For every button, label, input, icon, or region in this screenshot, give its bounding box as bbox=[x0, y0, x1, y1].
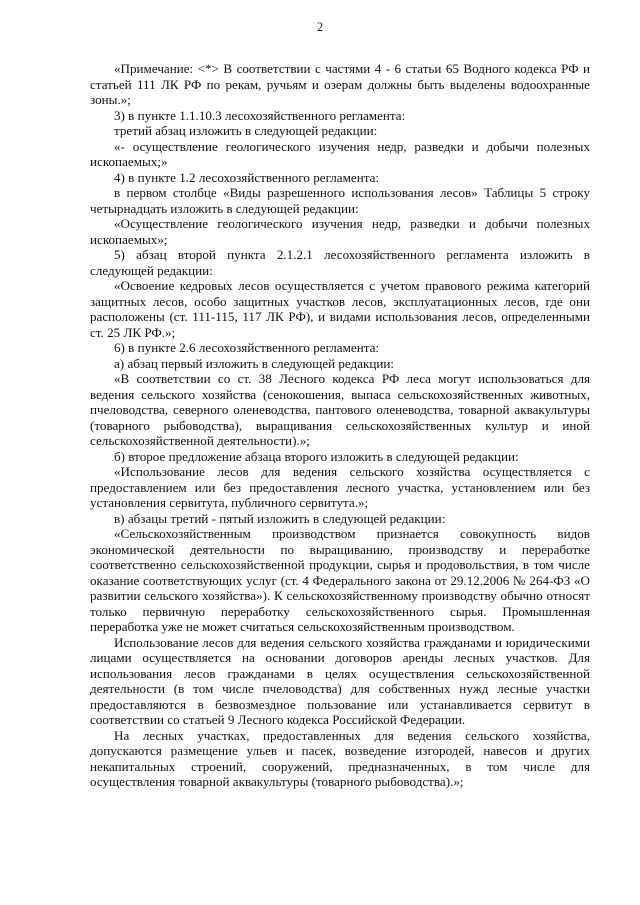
paragraph-quote: «Использование лесов для ведения сельского хозяйства осуществляется с предоставлением или без предоставления лесного участка, установлением или без установления сервитута, публичного сервитута.»; bbox=[90, 464, 590, 510]
paragraph-item-6: 6) в пункте 2.6 лесохозяйственного регламента: bbox=[114, 340, 380, 355]
paragraph-instruction: третий абзац изложить в следующей редакции: bbox=[114, 123, 378, 138]
paragraph-item-3: 3) в пункте 1.1.10.3 лесохозяйственного регламента: bbox=[114, 107, 406, 123]
paragraph-subitem-a: а) абзац первый изложить в следующей редакции: bbox=[114, 355, 395, 371]
paragraph-note: «Примечание: <*> В соответствии с частями 4 - 6 статьи 65 Водного кодекса РФ и статьей 111 ЛК РФ по рекам, ручьям и озерам должны быть выделены водоохранные зоны.»; bbox=[90, 61, 590, 107]
document-body bbox=[90, 61, 590, 790]
paragraph-quote: «Осуществление геологического изучения недр, разведки и добычи полезных ископаемых»; bbox=[90, 216, 590, 247]
paragraph-quote: «В соответствии со ст. 38 Лесного кодекса РФ леса могут использоваться для ведения сельского хозяйства (сенокошения, выпаса сельскохозяйственных животных, пчеловодства, северного оленеводства, пантового оленеводства, товарной аквакультуры (товарного рыбоводства), выращивания сельскохозяйственных культур и иной сельскохозяйственной деятельности).»; bbox=[90, 371, 590, 448]
page-number: 2 bbox=[316, 20, 324, 34]
paragraph-item-4: 4) в пункте 1.2 лесохозяйственного регламента: bbox=[114, 169, 380, 185]
paragraph-quote: «- осуществление геологического изучения недр, разведки и добычи полезных ископаемых;» bbox=[90, 138, 590, 169]
paragraph-instruction: в первом столбце «Виды разрешенного использования лесов» Таблицы 5 строку четырнадцать изложить в следующей редакции: bbox=[90, 185, 590, 216]
paragraph-subitem-v: в) абзацы третий - пятый изложить в следующей редакции: bbox=[114, 510, 446, 526]
paragraph-quote-continued: Использование лесов для ведения сельского хозяйства гражданами и юридическими лицами осуществляется на основании договоров аренды лесных участков. Для использования лесов гражданами в целях осуществления сельскохозяйственной деятельности (в том числе пчеловодства) для собственных нужд лесные участки предоставляются в безвозмездное пользование или устанавливается сервитут в соответствии со статьей 9 Лесного кодекса Российской Федерации. bbox=[90, 634, 590, 727]
paragraph-item-5: 5) абзац второй пункта 2.1.2.1 лесохозяйственного регламента изложить в следующей редакции: bbox=[90, 247, 590, 278]
paragraph-quote-continued: На лесных участках, предоставленных для ведения сельского хозяйства, допускаются размещение ульев и пасек, возведение изгородей, навесов и других некапитальных строений, сооружений, предназначенных, в том числе для осуществления товарной аквакультуры (товарного рыбоводства).»; bbox=[90, 727, 590, 789]
paragraph-subitem-b: б) второе предложение абзаца второго изложить в следующей редакции: bbox=[114, 448, 519, 464]
paragraph-quote: «Сельскохозяйственным производством признается совокупность видов экономической деятельности по выращиванию, производству и переработке соответственно сельскохозяйственной продукции, сырья и продовольствия, в том числе оказание соответствующих услуг (ст. 4 Федерального закона от 29.12.2006 № 264-ФЗ «О развитии сельского хозяйства»). К сельскохозяйственному производству обычно относят только первичную переработку сельскохозяйственного сырья. Промышленная переработка уже не может считаться сельскохозяйственным производством. bbox=[90, 526, 590, 634]
paragraph-quote: «Освоение кедровых лесов осуществляется с учетом правового режима категорий защитных лесов, особо защитных участков лесов, эксплуатационных лесов, где они расположены (ст. 111-115, 117 ЛК РФ), и видами использования лесов, определенными ст. 25 ЛК РФ.»; bbox=[90, 278, 590, 340]
